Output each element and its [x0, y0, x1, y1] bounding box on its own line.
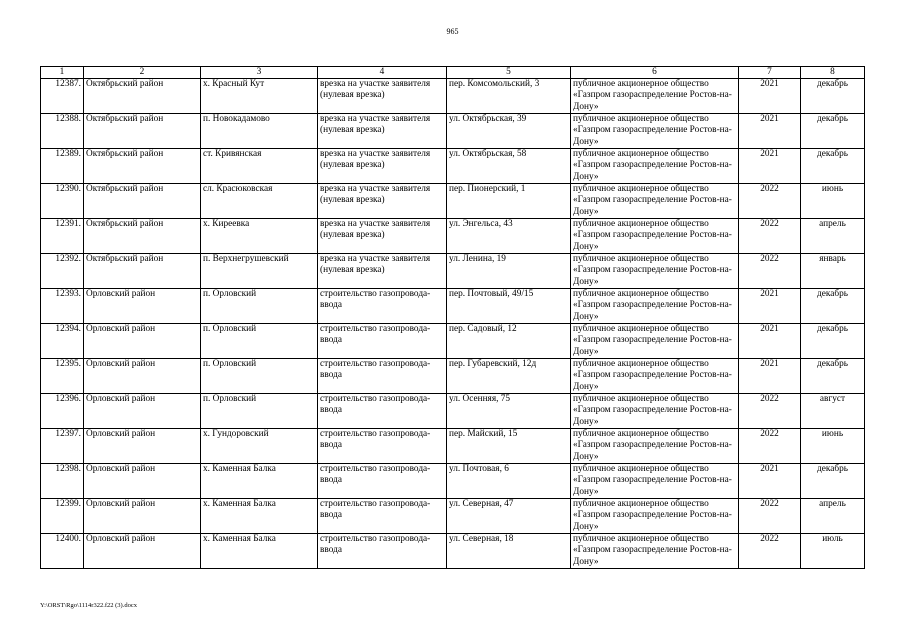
organization-cell: публичное акционерное общество «Газпром газораспределение Ростов-на-Дону»	[571, 254, 739, 289]
table-row	[41, 359, 865, 394]
year-cell: 2021	[739, 359, 801, 394]
organization-cell: публичное акционерное общество «Газпром газораспределение Ростов-на-Дону»	[571, 114, 739, 149]
address-cell: пер. Пионерский, 1	[447, 184, 571, 219]
row-number: 12389.	[41, 149, 84, 184]
table-row	[41, 219, 865, 254]
month-cell: декабрь	[801, 324, 865, 359]
address-cell: пер. Майский, 15	[447, 429, 571, 464]
year-cell: 2022	[739, 429, 801, 464]
row-number: 12395.	[41, 359, 84, 394]
table-row	[41, 464, 865, 499]
column-number: 1	[41, 67, 84, 79]
column-number: 7	[739, 67, 801, 79]
district-cell: Октябрьский район	[84, 254, 201, 289]
address-cell: ул. Осенняя, 75	[447, 394, 571, 429]
year-cell: 2021	[739, 464, 801, 499]
file-path-footer: Y:\ORST\Rgo\1114r322.f22 (3).docx	[40, 602, 137, 609]
table-row	[41, 184, 865, 219]
month-cell: апрель	[801, 219, 865, 254]
locality-cell: п. Орловский	[201, 394, 318, 429]
month-cell: июнь	[801, 429, 865, 464]
locality-cell: х. Каменная Балка	[201, 464, 318, 499]
table-row	[41, 79, 865, 114]
row-number: 12398.	[41, 464, 84, 499]
row-number: 12388.	[41, 114, 84, 149]
organization-cell: публичное акционерное общество «Газпром газораспределение Ростов-на-Дону»	[571, 289, 739, 324]
month-cell: декабрь	[801, 289, 865, 324]
address-cell: пер. Садовый, 12	[447, 324, 571, 359]
locality-cell: п. Орловский	[201, 359, 318, 394]
address-cell: ул. Ленина, 19	[447, 254, 571, 289]
organization-cell: публичное акционерное общество «Газпром газораспределение Ростов-на-Дону»	[571, 219, 739, 254]
year-cell: 2022	[739, 184, 801, 219]
year-cell: 2021	[739, 289, 801, 324]
row-number: 12399.	[41, 499, 84, 534]
month-cell: декабрь	[801, 464, 865, 499]
year-cell: 2021	[739, 149, 801, 184]
year-cell: 2021	[739, 79, 801, 114]
address-cell: пер. Губаревский, 12д	[447, 359, 571, 394]
gas-connection-table	[40, 66, 865, 569]
row-number: 12387.	[41, 79, 84, 114]
month-cell: декабрь	[801, 149, 865, 184]
page-number: 965	[446, 27, 459, 36]
table-row	[41, 534, 865, 569]
locality-cell: п. Орловский	[201, 324, 318, 359]
work-type-cell: строительство газопровода-ввода	[318, 464, 447, 499]
work-type-cell: врезка на участке заявителя (нулевая врезка)	[318, 219, 447, 254]
month-cell: декабрь	[801, 359, 865, 394]
table-row	[41, 114, 865, 149]
table-row	[41, 499, 865, 534]
organization-cell: публичное акционерное общество «Газпром газораспределение Ростов-на-Дону»	[571, 534, 739, 569]
district-cell: Орловский район	[84, 534, 201, 569]
organization-cell: публичное акционерное общество «Газпром газораспределение Ростов-на-Дону»	[571, 79, 739, 114]
row-number: 12392.	[41, 254, 84, 289]
year-cell: 2022	[739, 254, 801, 289]
column-number: 2	[84, 67, 201, 79]
work-type-cell: врезка на участке заявителя (нулевая врезка)	[318, 79, 447, 114]
work-type-cell: строительство газопровода-ввода	[318, 499, 447, 534]
row-number: 12391.	[41, 219, 84, 254]
district-cell: Орловский район	[84, 359, 201, 394]
organization-cell: публичное акционерное общество «Газпром газораспределение Ростов-на-Дону»	[571, 499, 739, 534]
year-cell: 2022	[739, 499, 801, 534]
work-type-cell: врезка на участке заявителя (нулевая врезка)	[318, 149, 447, 184]
address-cell: ул. Октябрьская, 39	[447, 114, 571, 149]
district-cell: Октябрьский район	[84, 184, 201, 219]
table-row	[41, 324, 865, 359]
locality-cell: п. Орловский	[201, 289, 318, 324]
district-cell: Октябрьский район	[84, 219, 201, 254]
address-cell: ул. Северная, 47	[447, 499, 571, 534]
work-type-cell: врезка на участке заявителя (нулевая врезка)	[318, 184, 447, 219]
organization-cell: публичное акционерное общество «Газпром газораспределение Ростов-на-Дону»	[571, 429, 739, 464]
column-number-row	[41, 67, 865, 79]
work-type-cell: строительство газопровода-ввода	[318, 394, 447, 429]
month-cell: декабрь	[801, 79, 865, 114]
month-cell: апрель	[801, 499, 865, 534]
organization-cell: публичное акционерное общество «Газпром газораспределение Ростов-на-Дону»	[571, 324, 739, 359]
organization-cell: публичное акционерное общество «Газпром газораспределение Ростов-на-Дону»	[571, 394, 739, 429]
address-cell: ул. Почтовая, 6	[447, 464, 571, 499]
column-number: 6	[571, 67, 739, 79]
locality-cell: п. Новокадамово	[201, 114, 318, 149]
column-number: 5	[447, 67, 571, 79]
district-cell: Октябрьский район	[84, 114, 201, 149]
district-cell: Орловский район	[84, 499, 201, 534]
table-row	[41, 394, 865, 429]
organization-cell: публичное акционерное общество «Газпром газораспределение Ростов-на-Дону»	[571, 464, 739, 499]
column-number: 8	[801, 67, 865, 79]
work-type-cell: врезка на участке заявителя (нулевая врезка)	[318, 114, 447, 149]
month-cell: июнь	[801, 184, 865, 219]
district-cell: Орловский район	[84, 394, 201, 429]
year-cell: 2022	[739, 219, 801, 254]
organization-cell: публичное акционерное общество «Газпром газораспределение Ростов-на-Дону»	[571, 184, 739, 219]
column-number: 4	[318, 67, 447, 79]
year-cell: 2021	[739, 114, 801, 149]
month-cell: август	[801, 394, 865, 429]
table-row	[41, 429, 865, 464]
work-type-cell: строительство газопровода-ввода	[318, 534, 447, 569]
work-type-cell: строительство газопровода-ввода	[318, 359, 447, 394]
row-number: 12400.	[41, 534, 84, 569]
locality-cell: сл. Красюковская	[201, 184, 318, 219]
locality-cell: х. Красный Кут	[201, 79, 318, 114]
address-cell: ул. Энгельса, 43	[447, 219, 571, 254]
organization-cell: публичное акционерное общество «Газпром газораспределение Ростов-на-Дону»	[571, 359, 739, 394]
address-cell: пер. Комсомольский, 3	[447, 79, 571, 114]
row-number: 12393.	[41, 289, 84, 324]
locality-cell: х. Каменная Балка	[201, 499, 318, 534]
organization-cell: публичное акционерное общество «Газпром газораспределение Ростов-на-Дону»	[571, 149, 739, 184]
year-cell: 2021	[739, 324, 801, 359]
locality-cell: п. Верхнегрушевский	[201, 254, 318, 289]
row-number: 12396.	[41, 394, 84, 429]
work-type-cell: строительство газопровода-ввода	[318, 324, 447, 359]
address-cell: ул. Октябрьская, 58	[447, 149, 571, 184]
month-cell: декабрь	[801, 114, 865, 149]
row-number: 12390.	[41, 184, 84, 219]
table-row	[41, 289, 865, 324]
year-cell: 2022	[739, 394, 801, 429]
month-cell: январь	[801, 254, 865, 289]
locality-cell: ст. Кривянская	[201, 149, 318, 184]
table-row	[41, 149, 865, 184]
locality-cell: х. Гундоровский	[201, 429, 318, 464]
row-number: 12394.	[41, 324, 84, 359]
work-type-cell: строительство газопровода-ввода	[318, 289, 447, 324]
month-cell: июль	[801, 534, 865, 569]
district-cell: Орловский район	[84, 289, 201, 324]
district-cell: Орловский район	[84, 324, 201, 359]
district-cell: Орловский район	[84, 429, 201, 464]
address-cell: ул. Северная, 18	[447, 534, 571, 569]
district-cell: Октябрьский район	[84, 149, 201, 184]
locality-cell: х. Киреевка	[201, 219, 318, 254]
table-body	[41, 79, 865, 569]
work-type-cell: врезка на участке заявителя (нулевая врезка)	[318, 254, 447, 289]
row-number: 12397.	[41, 429, 84, 464]
work-type-cell: строительство газопровода-ввода	[318, 429, 447, 464]
column-number: 3	[201, 67, 318, 79]
year-cell: 2022	[739, 534, 801, 569]
address-cell: пер. Почтовый, 49/15	[447, 289, 571, 324]
locality-cell: х. Каменная Балка	[201, 534, 318, 569]
district-cell: Орловский район	[84, 464, 201, 499]
table-row	[41, 254, 865, 289]
district-cell: Октябрьский район	[84, 79, 201, 114]
